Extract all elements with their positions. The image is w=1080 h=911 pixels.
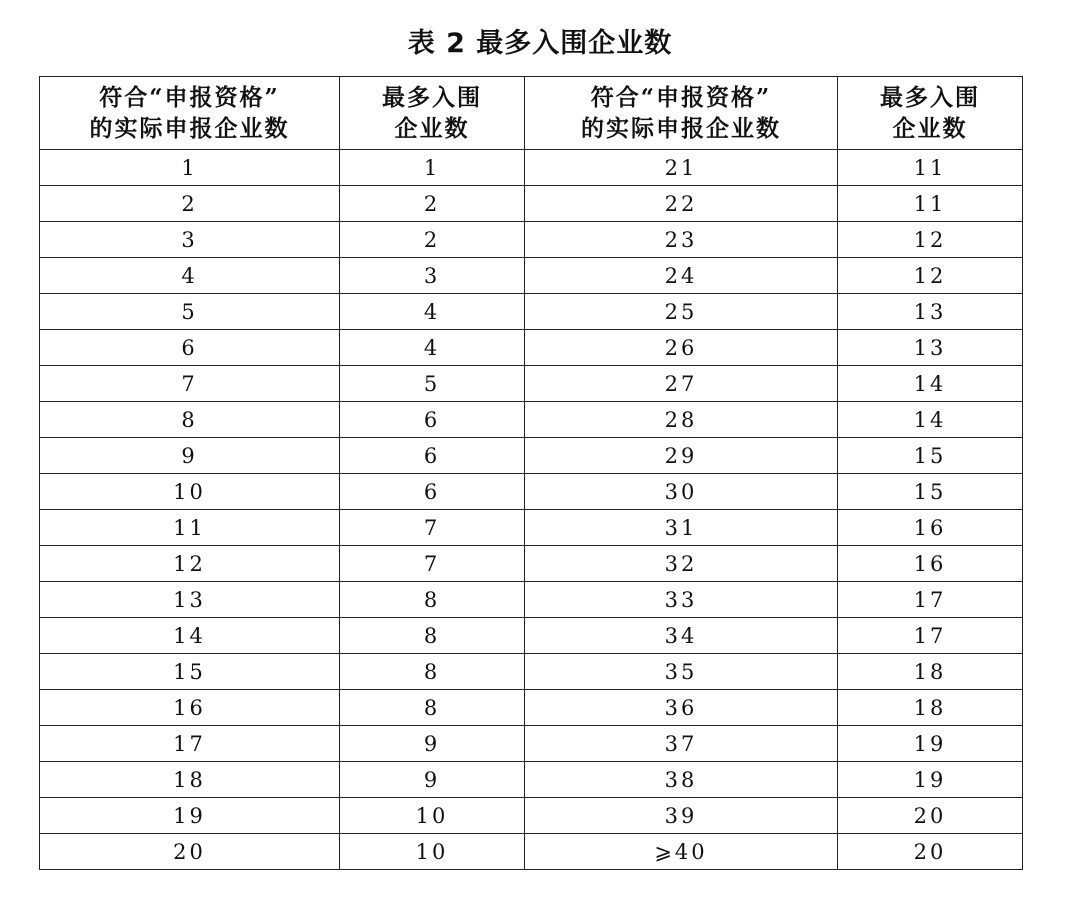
table-row	[40, 582, 1023, 618]
enterprise-count-table	[39, 76, 1023, 870]
max-shortlisted-left-cell: 8	[340, 618, 525, 654]
applicants-right-cell: 23	[525, 222, 838, 258]
applicants-left-cell: 5	[40, 294, 340, 330]
table-row	[40, 150, 1023, 186]
max-shortlisted-left-cell: 10	[340, 798, 525, 834]
max-shortlisted-left-cell: 6	[340, 402, 525, 438]
max-shortlisted-right-cell: 12	[838, 222, 1023, 258]
max-shortlisted-right-cell: 18	[838, 690, 1023, 726]
max-shortlisted-right-cell: 15	[838, 438, 1023, 474]
table-row	[40, 402, 1023, 438]
header-line: 最多入围	[382, 84, 482, 111]
applicants-right-cell: 28	[525, 402, 838, 438]
applicants-right-cell: 27	[525, 366, 838, 402]
table-row	[40, 258, 1023, 294]
header-line: 的实际申报企业数	[581, 115, 781, 142]
max-shortlisted-right-cell: 14	[838, 402, 1023, 438]
header-applicants-right	[525, 77, 838, 150]
applicants-right-cell: 34	[525, 618, 838, 654]
applicants-left-cell: 16	[40, 690, 340, 726]
header-line: 企业数	[892, 115, 968, 142]
max-shortlisted-right-cell: 11	[838, 150, 1023, 186]
header-row	[40, 77, 1023, 150]
header-line: 的实际申报企业数	[89, 115, 290, 142]
table-row	[40, 546, 1023, 582]
max-shortlisted-left-cell: 2	[340, 186, 525, 222]
applicants-left-cell: 1	[40, 150, 340, 186]
max-shortlisted-left-cell: 7	[340, 546, 525, 582]
applicants-left-cell: 3	[40, 222, 340, 258]
max-shortlisted-right-cell: 16	[838, 510, 1023, 546]
header-line: 符合“申报资格”	[99, 84, 280, 111]
table-row	[40, 330, 1023, 366]
max-shortlisted-left-cell: 8	[340, 654, 525, 690]
max-shortlisted-right-cell: 20	[838, 798, 1023, 834]
max-shortlisted-right-cell: 12	[838, 258, 1023, 294]
max-shortlisted-left-cell: 8	[340, 582, 525, 618]
applicants-left-cell: 19	[40, 798, 340, 834]
applicants-right-cell: 31	[525, 510, 838, 546]
max-shortlisted-right-cell: 19	[838, 762, 1023, 798]
max-shortlisted-left-cell: 5	[340, 366, 525, 402]
max-shortlisted-right-cell: 15	[838, 474, 1023, 510]
applicants-right-cell: 39	[525, 798, 838, 834]
table-header	[40, 77, 1023, 150]
max-shortlisted-left-cell: 6	[340, 438, 525, 474]
applicants-right-cell: 37	[525, 726, 838, 762]
table-row	[40, 186, 1023, 222]
applicants-right-cell: 21	[525, 150, 838, 186]
applicants-right-cell: 29	[525, 438, 838, 474]
applicants-left-cell: 15	[40, 654, 340, 690]
max-shortlisted-right-cell: 11	[838, 186, 1023, 222]
applicants-right-cell: 30	[525, 474, 838, 510]
applicants-right-cell: 24	[525, 258, 838, 294]
applicants-left-cell: 12	[40, 546, 340, 582]
max-shortlisted-left-cell: 7	[340, 510, 525, 546]
max-shortlisted-left-cell: 8	[340, 690, 525, 726]
max-shortlisted-right-cell: 16	[838, 546, 1023, 582]
applicants-left-cell: 11	[40, 510, 340, 546]
applicants-left-cell: 10	[40, 474, 340, 510]
applicants-left-cell: 18	[40, 762, 340, 798]
max-shortlisted-right-cell: 14	[838, 366, 1023, 402]
max-shortlisted-left-cell: 9	[340, 726, 525, 762]
max-shortlisted-left-cell: 4	[340, 330, 525, 366]
applicants-right-cell: 26	[525, 330, 838, 366]
table-row	[40, 294, 1023, 330]
table-row	[40, 690, 1023, 726]
applicants-right-cell: ⩾40	[525, 834, 838, 870]
max-shortlisted-right-cell: 20	[838, 834, 1023, 870]
header-applicants-left	[40, 77, 340, 150]
table-row	[40, 618, 1023, 654]
header-line: 企业数	[394, 115, 470, 142]
applicants-left-cell: 4	[40, 258, 340, 294]
header-line: 符合“申报资格”	[590, 84, 772, 111]
header-line: 最多入围	[880, 84, 980, 111]
max-shortlisted-left-cell: 1	[340, 150, 525, 186]
applicants-right-cell: 38	[525, 762, 838, 798]
applicants-left-cell: 17	[40, 726, 340, 762]
table-row	[40, 726, 1023, 762]
table-row	[40, 762, 1023, 798]
applicants-right-cell: 35	[525, 654, 838, 690]
max-shortlisted-left-cell: 2	[340, 222, 525, 258]
max-shortlisted-right-cell: 19	[838, 726, 1023, 762]
max-shortlisted-left-cell: 9	[340, 762, 525, 798]
table-row	[40, 438, 1023, 474]
max-shortlisted-left-cell: 10	[340, 834, 525, 870]
table-body	[40, 150, 1023, 870]
applicants-right-cell: 36	[525, 690, 838, 726]
table-title: 表 2 最多入围企业数	[407, 28, 673, 59]
applicants-left-cell: 2	[40, 186, 340, 222]
applicants-right-cell: 32	[525, 546, 838, 582]
table-row	[40, 510, 1023, 546]
applicants-left-cell: 14	[40, 618, 340, 654]
applicants-left-cell: 20	[40, 834, 340, 870]
table-row	[40, 474, 1023, 510]
max-shortlisted-left-cell: 6	[340, 474, 525, 510]
header-max-shortlisted-right	[838, 77, 1023, 150]
applicants-left-cell: 8	[40, 402, 340, 438]
applicants-left-cell: 6	[40, 330, 340, 366]
applicants-left-cell: 7	[40, 366, 340, 402]
max-shortlisted-right-cell: 18	[838, 654, 1023, 690]
max-shortlisted-left-cell: 3	[340, 258, 525, 294]
header-max-shortlisted-left	[340, 77, 525, 150]
table-row	[40, 366, 1023, 402]
applicants-right-cell: 22	[525, 186, 838, 222]
max-shortlisted-right-cell: 17	[838, 582, 1023, 618]
applicants-right-cell: 25	[525, 294, 838, 330]
max-shortlisted-right-cell: 13	[838, 294, 1023, 330]
max-shortlisted-right-cell: 13	[838, 330, 1023, 366]
applicants-left-cell: 9	[40, 438, 340, 474]
table-row	[40, 798, 1023, 834]
applicants-right-cell: 33	[525, 582, 838, 618]
applicants-left-cell: 13	[40, 582, 340, 618]
max-shortlisted-right-cell: 17	[838, 618, 1023, 654]
max-shortlisted-left-cell: 4	[340, 294, 525, 330]
table-row	[40, 834, 1023, 870]
table-row	[40, 222, 1023, 258]
table-row	[40, 654, 1023, 690]
